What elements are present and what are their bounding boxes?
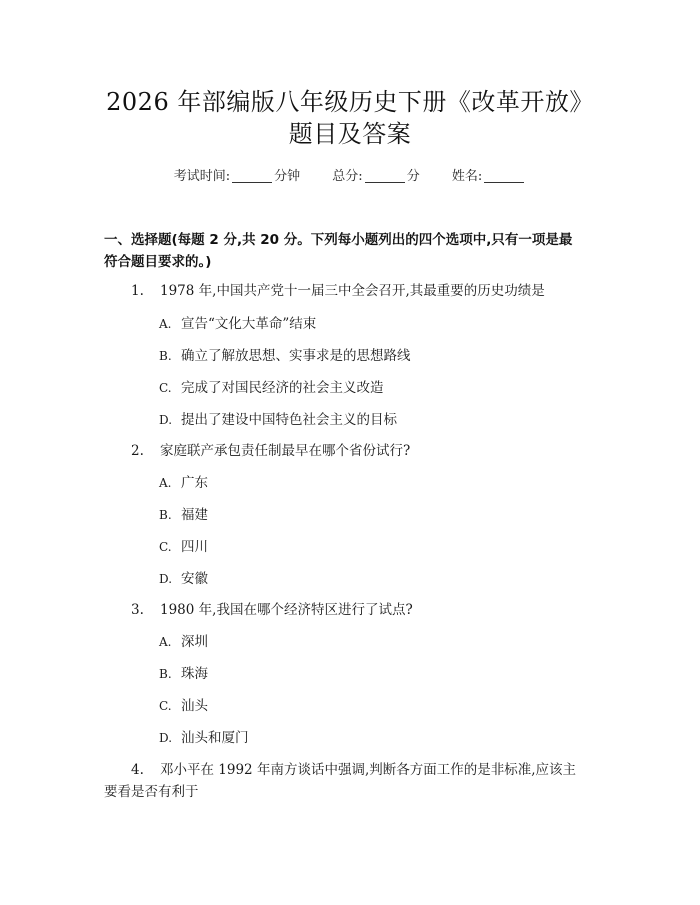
option-item (159, 345, 411, 367)
option-letter: C. (159, 699, 172, 713)
question-number: 4. (131, 762, 144, 778)
option-text: 福建 (181, 507, 208, 523)
name-blank (484, 168, 524, 183)
option-item (159, 472, 208, 494)
option-text: 深圳 (181, 634, 208, 650)
exam-time-blank (232, 168, 272, 183)
option-text: 宣告“文化大革命”结束 (181, 316, 317, 332)
option-item (159, 663, 208, 685)
option-letter: A. (159, 635, 172, 649)
total-score-blank (365, 168, 405, 183)
option-text: 安徽 (181, 571, 208, 587)
total-score-field (332, 168, 419, 186)
option-text: 广东 (181, 475, 208, 491)
option-letter: B. (159, 667, 172, 681)
option-letter: A. (159, 317, 172, 331)
exam-time-label: 考试时间: (173, 169, 231, 184)
question-number: 2. (131, 443, 144, 459)
option-item (159, 568, 208, 590)
option-item (159, 313, 316, 335)
option-letter: D. (159, 572, 173, 586)
question-text-line2: 要看是否有利于 (104, 784, 199, 800)
question-number: 3. (131, 602, 144, 618)
question-text-line1: 邓小平在 1992 年南方谈话中强调,判断各方面工作的是非标准,应该主 (160, 762, 577, 778)
option-letter: B. (159, 508, 172, 522)
document-title-line2: 题目及答案 (288, 120, 412, 148)
option-item (159, 536, 208, 558)
name-label: 姓名: (451, 169, 483, 184)
section-heading-line2: 符合题目要求的。) (104, 254, 212, 270)
option-item (159, 409, 397, 431)
option-text: 汕头 (181, 698, 208, 714)
option-text: 确立了解放思想、实事求是的思想路线 (181, 348, 411, 364)
exam-time-unit: 分钟 (274, 169, 301, 184)
option-letter: C. (159, 540, 172, 554)
option-letter: D. (159, 731, 173, 745)
option-letter: C. (159, 381, 172, 395)
question-text: 家庭联产承包责任制最早在哪个省份试行? (160, 443, 411, 459)
option-letter: B. (159, 349, 172, 363)
option-item (159, 504, 208, 526)
option-text: 完成了对国民经济的社会主义改造 (181, 380, 384, 396)
exam-time-field (174, 168, 300, 186)
document-title-line1: 2026 年部编版八年级历史下册《改革开放》 (106, 88, 594, 116)
total-score-label: 总分: (332, 169, 363, 184)
option-letter: A. (159, 476, 172, 490)
question-text: 1980 年,我国在哪个经济特区进行了试点? (160, 602, 413, 618)
option-text: 提出了建设中国特色社会主义的目标 (181, 412, 397, 428)
option-text: 汕头和厦门 (181, 730, 249, 746)
option-letter: D. (159, 413, 173, 427)
question-number: 1. (131, 283, 144, 299)
option-item (159, 695, 208, 717)
exam-info (0, 168, 700, 186)
total-score-unit: 分 (406, 169, 420, 184)
option-text: 四川 (181, 539, 208, 555)
option-item (159, 377, 384, 399)
option-item (159, 631, 208, 653)
name-field (452, 168, 526, 186)
option-item (159, 727, 249, 749)
question-text: 1978 年,中国共产党十一届三中全会召开,其最重要的历史功绩是 (160, 283, 545, 299)
section-heading-line1: 一、选择题(每题 2 分,共 20 分。下列每小题列出的四个选项中,只有一项是最 (104, 232, 573, 248)
option-text: 珠海 (181, 666, 208, 682)
